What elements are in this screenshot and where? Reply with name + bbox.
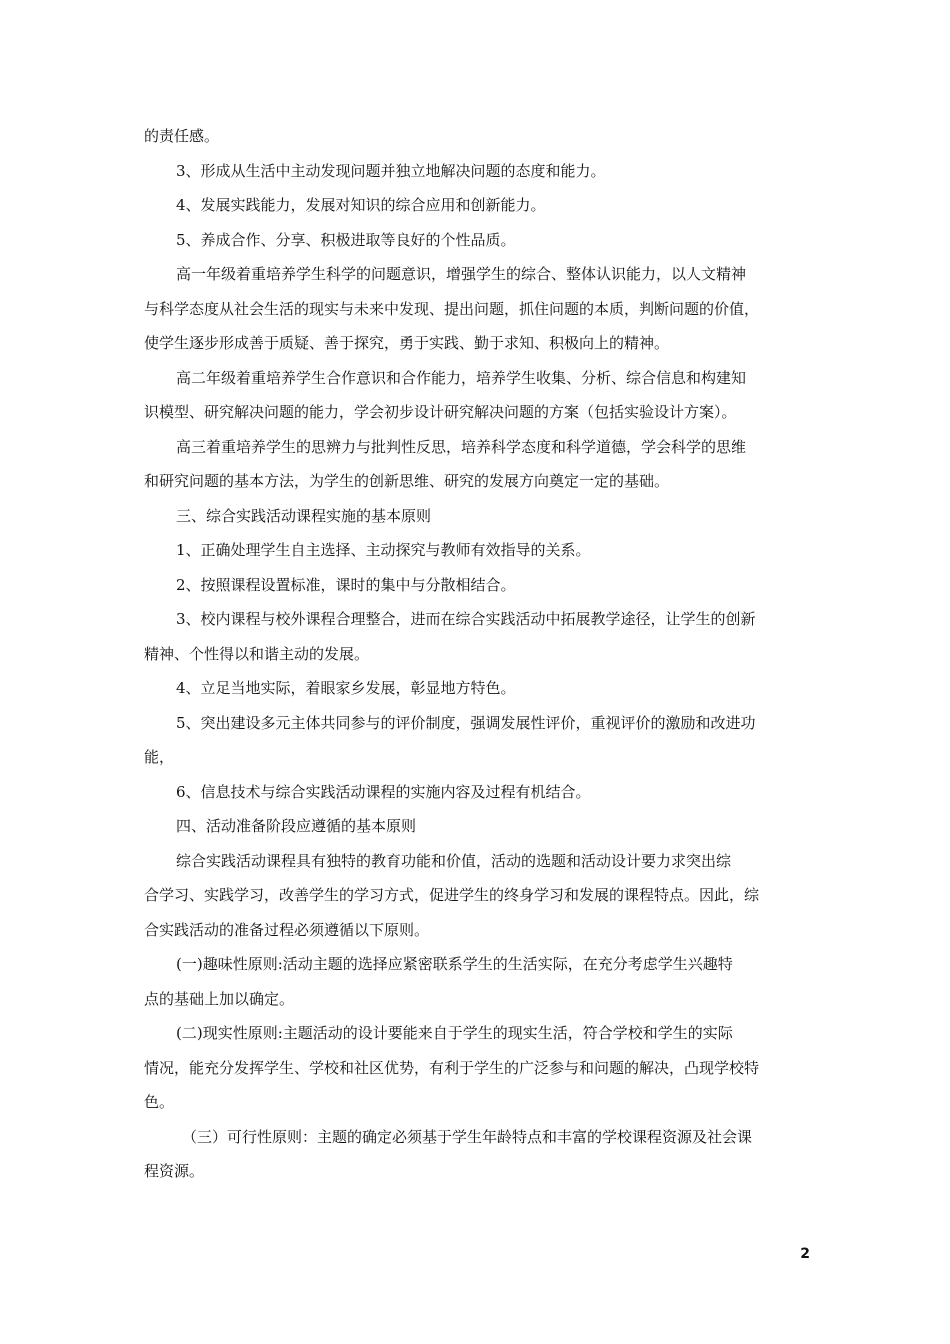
paragraph-line: 精神、个性得以和谐主动的发展。 [144,644,370,663]
paragraph-line: 和研究问题的基本方法，为学生的创新思维、研究的发展方向奠定一定的基础。 [144,472,670,490]
paragraph-line: 点的基础上加以确定。 [144,989,295,1008]
paragraph-line: 2、按照课程设置标准，课时的集中与分散相结合。 [176,575,516,594]
paragraph-line: 5、养成合作、分享、积极进取等良好的个性品质。 [176,230,516,249]
paragraph-line: 使学生逐步形成善于质疑、善于探究，勇于实践、勤于求知、积极向上的精神。 [144,334,670,352]
paragraph-line: 高一年级着重培养学生科学的问题意识，增强学生的综合、整体认识能力，以人文精神 [176,265,747,283]
paragraph-line: 高三着重培养学生的思辨力与批判性反思，培养科学态度和科学道德，学会科学的思维 [176,437,747,456]
page-number: 2 [800,1246,810,1262]
paragraph-line: 5、突出建设多元主体共同参与的评价制度，强调发展性评价，重视评价的激励和改进功 [176,713,756,732]
paragraph-line: 的责任感。 [144,127,220,145]
paragraph-line: 色。 [144,1093,175,1111]
paragraph-line: 3、形成从生活中主动发现问题并独立地解决问题的态度和能力。 [176,161,606,180]
paragraph-line: 4、发展实践能力，发展对知识的综合应用和创新能力。 [176,196,546,214]
paragraph-line: 综合实践活动课程具有独特的教育功能和价值，活动的选题和活动设计要力求突出综 [176,851,732,870]
paragraph-line: 合实践活动的准备过程必须遵循以下原则。 [144,920,430,939]
paragraph-line: (一)趣味性原则:活动主题的选择应紧密联系学生的生活实际，在充分考虑学生兴趣特 [176,955,733,973]
paragraph-line: 与科学态度从社会生活的现实与未来中发现、提出问题，抓住问题的本质，判断问题的价值， [144,299,760,318]
paragraph-line: 4、立足当地实际，着眼家乡发展，彰显地方特色。 [176,679,516,697]
section-heading: 三、综合实践活动课程实施的基本原则 [176,506,432,525]
paragraph-line: 高二年级着重培养学生合作意识和合作能力，培养学生收集、分析、综合信息和构建知 [176,368,747,387]
paragraph-line: 情况，能充分发挥学生、学校和社区优势，有利于学生的广泛参与和问题的解决，凸现学校特 [144,1058,760,1077]
paragraph-line: 1、正确处理学生自主选择、主动探究与教师有效指导的关系。 [176,541,591,559]
section-heading: 四、活动准备阶段应遵循的基本原则 [176,817,417,835]
paragraph-line: 程资源。 [144,1162,205,1180]
paragraph-line: 识模型、研究解决问题的能力，学会初步设计研究解决问题的方案（包括实验设计方案）。 [144,403,737,421]
paragraph-line: （三）可行性原则：主题的确定必须基于学生年龄特点和丰富的学校课程资源及社会课 [182,1127,753,1146]
paragraph-line: 3、校内课程与校外课程合理整合，进而在综合实践活动中拓展教学途径，让学生的创新 [176,610,756,628]
paragraph-line: 能， [144,748,175,766]
page-body [144,119,808,1189]
paragraph-line: 6、信息技术与综合实践活动课程的实施内容及过程有机结合。 [176,782,591,801]
paragraph-line: 合学习、实践学习，改善学生的学习方式，促进学生的终身学习和发展的课程特点。因此，综 [144,886,760,904]
paragraph-line: (二)现实性原则:主题活动的设计要能来自于学生的现实生活，符合学校和学生的实际 [176,1024,733,1042]
